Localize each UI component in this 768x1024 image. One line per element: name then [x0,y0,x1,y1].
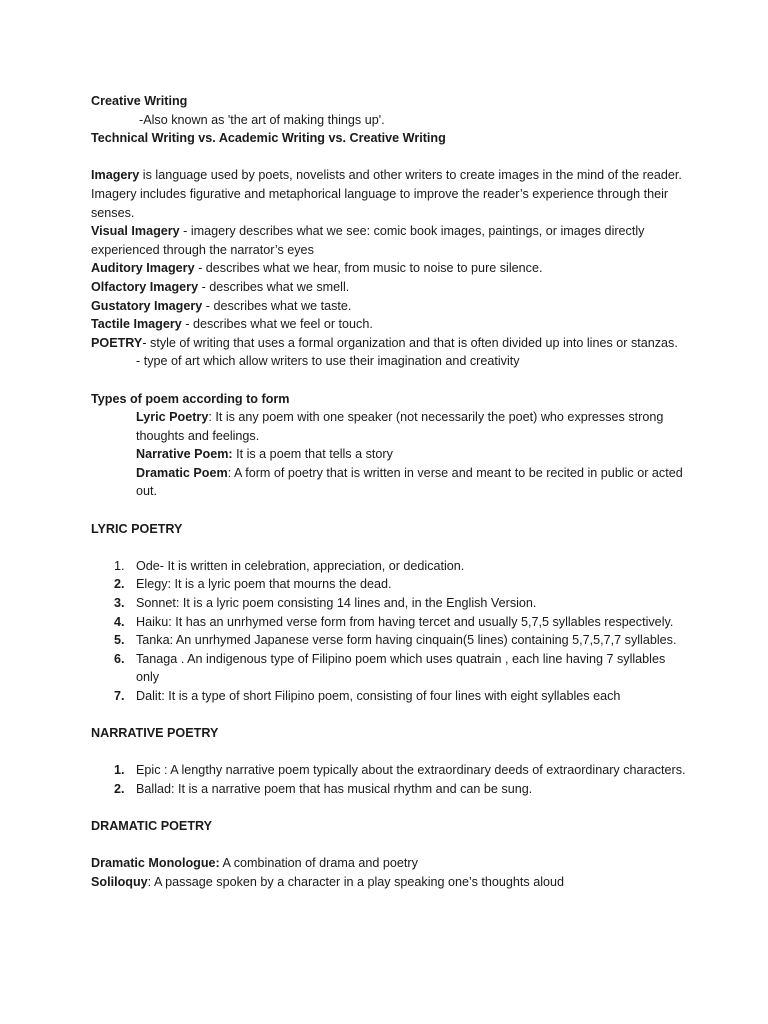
imagery-type-tactile: Tactile Imagery - describes what we feel or touch. [91,317,373,332]
list-item: 1. Epic : A lengthy narrative poem typically about the extraordinary deeds of extraordinary characters. [91,761,691,780]
dramatic-item-soliloquy: Soliloquy: A passage spoken by a character in a play speaking one’s thoughts aloud [91,874,565,889]
spacer [91,706,691,725]
list-item: 5. Tanka: An unrhymed Japanese verse form having cinquain(5 lines) containing 5,7,5,7,7 syllables. [91,631,691,650]
spacer [91,799,691,818]
list-number: 1. [114,558,125,573]
list-item: 3. Sonnet: It is a lyric poem consisting 14 lines and, in the English Version. [91,594,691,613]
poetry-term: POETRY [91,335,143,350]
narrative-heading: NARRATIVE POETRY [91,726,219,741]
document-body [91,92,691,892]
list-number: 3. [114,596,125,611]
list-item: 1. Ode- It is written in celebration, appreciation, or dedication. [91,557,691,576]
narrative-list [91,761,691,798]
list-number: 2. [114,577,125,592]
imagery-definition: Imagery is language used by poets, novelists and other writers to create images in the mind of the reader. Imagery includes figurative and metaphorical language to improve the reader’s experience through their senses. [91,168,682,220]
imagery-type-olfactory: Olfactory Imagery - describes what we smell. [91,279,350,294]
spacer [91,836,691,855]
form-item-narrative: Narrative Poem: It is a poem that tells a story [136,447,393,462]
list-number: 2. [114,781,125,796]
dramatic-item-monologue: Dramatic Monologue: A combination of drama and poetry [91,856,418,871]
list-number: 4. [114,614,125,629]
list-item: 2. Ballad: It is a narrative poem that has musical rhythm and can be sung. [91,780,691,799]
list-number: 7. [114,689,125,703]
list-item: 4. Haiku: It has an unrhymed verse form from having tercet and usually 5,7,5 syllables respectively. [91,613,691,632]
spacer [91,148,691,167]
lyric-list [91,557,691,706]
imagery-type-gustatory: Gustatory Imagery - describes what we taste. [91,298,352,313]
poetry-note: - type of art which allow writers to use their imagination and creativity [136,354,520,369]
spacer [91,538,691,557]
spacer [91,501,691,520]
list-item: 6. Tanaga . An indigenous type of Filipino poem which uses quatrain , each line having 7 syllables only [114,651,666,685]
form-item-lyric: Lyric Poetry: It is any poem with one speaker (not necessarily the poet) who expresses strong thoughts and feelings. [136,410,664,443]
lyric-heading: LYRIC POETRY [91,521,183,536]
imagery-type-auditory: Auditory Imagery - describes what we hear, from music to noise to pure silence. [91,261,543,276]
comparison-heading: Technical Writing vs. Academic Writing vs. Creative Writing [91,131,446,146]
list-item: 2. Elegy: It is a lyric poem that mourns the dead. [91,575,691,594]
aka-line: -Also known as 'the art of making things up'. [139,112,385,127]
list-item: 7. Dalit: It is a type of short Filipino poem, consisting of four lines with eight syllables each [91,687,691,706]
spacer [91,743,691,762]
list-number: 6. [114,651,125,666]
spacer [91,371,691,390]
form-item-dramatic: Dramatic Poem: A form of poetry that is written in verse and meant to be recited in public or acted out. [136,465,683,499]
poetry-definition: POETRY- style of writing that uses a formal organization and that is often divided up into lines or stanzas. [91,335,678,350]
imagery-type-visual: Visual Imagery - imagery describes what we see: comic book images, paintings, or images directly experienced through the narrator’s eyes [91,224,645,257]
section-title: Creative Writing [91,94,188,108]
list-number: 5. [114,633,125,648]
imagery-term: Imagery [91,168,140,183]
list-number: 1. [114,763,125,778]
forms-heading: Types of poem according to form [91,391,290,406]
dramatic-heading: DRAMATIC POETRY [91,819,213,834]
